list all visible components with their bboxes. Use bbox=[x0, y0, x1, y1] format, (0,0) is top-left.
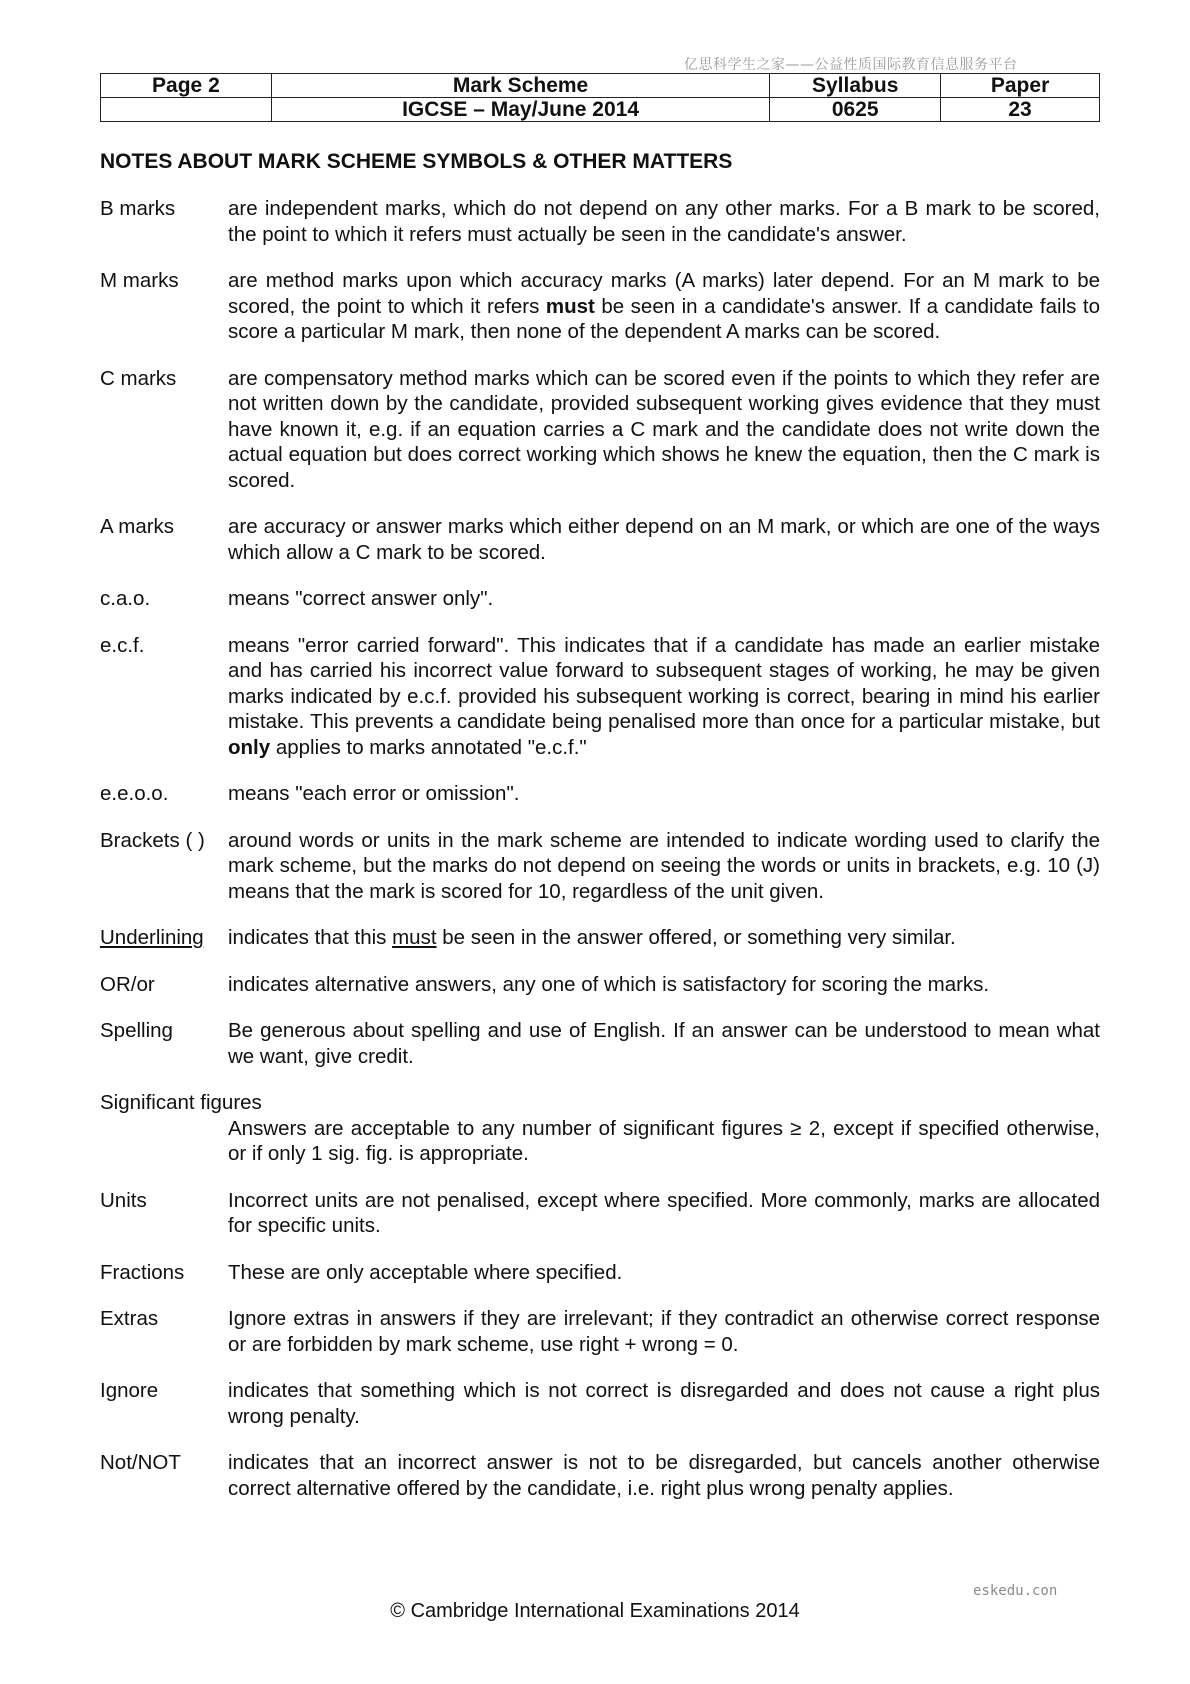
note-definition: around words or units in the mark scheme are intended to indicate wording used to clarify the mark scheme, but the marks do not depend on seeing the words or units in brackets, e.g. 10 (J) means that the mark is scored for 10, regardless of the unit given. bbox=[228, 828, 1100, 903]
note-definition: Be generous about spelling and use of English. If an answer can be understood to mean what we want, give credit. bbox=[228, 1019, 1100, 1068]
def-emphasis: must bbox=[545, 294, 595, 318]
def-text: be seen in the answer offered, or something very similar. bbox=[436, 926, 956, 949]
header-row bbox=[101, 98, 1100, 122]
note-definition: are compensatory method marks which can be scored even if the points to which they refer are not written down by the candidate, provided subsequent working gives evidence that they must have known it, e.g. if an equation carries a C mark and the candidate does not write down the actual equation but does correct working which shows he knew the equation, then the C mark is scored. bbox=[228, 366, 1100, 492]
watermark-bottom: eskedu.con bbox=[973, 1583, 1058, 1599]
note-term: A marks bbox=[100, 515, 175, 538]
note-brackets bbox=[100, 828, 1100, 905]
note-definition: Answers are acceptable to any number of significant figures ≥ 2, except if specified otherwise, or if only 1 sig. fig. is appropriate. bbox=[228, 1116, 1100, 1165]
note-m-marks bbox=[100, 268, 1100, 345]
note-ecf bbox=[100, 633, 1100, 761]
note-significant-figures bbox=[100, 1090, 1100, 1167]
note-term: e.c.f. bbox=[100, 633, 145, 657]
note-definition: Incorrect units are not penalised, except where specified. More commonly, marks are allocated for specific units. bbox=[228, 1188, 1100, 1237]
note-term: Ignore bbox=[100, 1379, 159, 1402]
def-text: be seen in a candidate's answer. If a candidate fails to score a particular M mark, then none of the dependent A marks can be scored. bbox=[228, 294, 1100, 343]
note-term: Spelling bbox=[100, 1019, 173, 1042]
note-definition bbox=[228, 633, 1100, 761]
def-text: indicates that this bbox=[228, 926, 393, 949]
page-label: Page 2 bbox=[101, 74, 272, 98]
doc-type: Mark Scheme bbox=[271, 74, 769, 98]
note-term: B marks bbox=[100, 197, 176, 220]
note-a-marks bbox=[100, 514, 1100, 565]
paper-number: 23 bbox=[941, 98, 1100, 122]
note-term: Significant figures bbox=[100, 1091, 262, 1114]
note-term: Fractions bbox=[100, 1260, 185, 1284]
def-underlined: must bbox=[392, 926, 437, 949]
header-row bbox=[101, 74, 1100, 98]
note-definition: indicates that something which is not correct is disregarded and does not cause a right plus wrong penalty. bbox=[228, 1379, 1100, 1428]
note-c-marks bbox=[100, 366, 1100, 494]
note-term: Units bbox=[100, 1188, 147, 1212]
note-cao bbox=[100, 586, 1100, 612]
note-term: M marks bbox=[100, 269, 179, 292]
note-term: Not/NOT bbox=[100, 1451, 181, 1474]
note-term: Brackets ( ) bbox=[100, 828, 205, 852]
note-or bbox=[100, 972, 1100, 998]
syllabus-label: Syllabus bbox=[770, 74, 941, 98]
note-spelling bbox=[100, 1018, 1100, 1069]
note-underlining bbox=[100, 925, 1100, 951]
header-table bbox=[100, 73, 1100, 122]
note-definition: means "correct answer only". bbox=[228, 587, 494, 610]
note-definition: indicates that an incorrect answer is not to be disregarded, but cancels another otherwise correct alternative offered by the candidate, i.e. right plus wrong penalty applies. bbox=[228, 1451, 1100, 1500]
notes-list bbox=[100, 196, 1100, 1522]
footer-copyright: © Cambridge International Examinations 2014 bbox=[390, 1600, 800, 1622]
note-ignore bbox=[100, 1378, 1100, 1429]
syllabus-code: 0625 bbox=[770, 98, 941, 122]
note-definition: indicates alternative answers, any one of which is satisfactory for scoring the marks. bbox=[228, 972, 990, 996]
note-definition: are accuracy or answer marks which either depend on an M mark, or which are one of the ways which allow a C mark to be scored. bbox=[228, 515, 1100, 564]
note-eeoo bbox=[100, 781, 1100, 807]
watermark-top: 亿思科学生之家——公益性质国际教育信息服务平台 bbox=[684, 57, 1018, 73]
def-text: applies to marks annotated "e.c.f." bbox=[270, 735, 587, 759]
def-text: are method marks upon which accuracy marks (A marks) later depend. For an M mark to be scored, the point to which it refers bbox=[228, 269, 1100, 318]
note-term: Underlining bbox=[100, 926, 204, 949]
note-definition bbox=[228, 268, 1100, 345]
note-term: e.e.o.o. bbox=[100, 782, 169, 805]
def-emphasis: only bbox=[228, 735, 271, 759]
note-definition bbox=[228, 925, 1100, 951]
note-term: c.a.o. bbox=[100, 587, 151, 610]
note-definition: These are only acceptable where specified. bbox=[228, 1260, 623, 1284]
note-term: OR/or bbox=[100, 972, 155, 996]
note-extras bbox=[100, 1306, 1100, 1357]
empty-cell bbox=[101, 98, 272, 122]
note-term: Extras bbox=[100, 1307, 159, 1330]
def-text: means "error carried forward". This indicates that if a candidate has made an earlier mistake and has carried his incorrect value forward to subsequent stages of working, he may be given marks indicated by e.c.f. provided his subsequent working is correct, bearing in mind his earlier mistake. This prevents a candidate being penalised more than once for a particular mistake, but bbox=[228, 633, 1100, 733]
note-fractions bbox=[100, 1260, 1100, 1286]
note-definition: Ignore extras in answers if they are irrelevant; if they contradict an otherwise correct response or are forbidden by mark scheme, use right + wrong = 0. bbox=[228, 1307, 1100, 1356]
paper-label: Paper bbox=[941, 74, 1100, 98]
note-b-marks bbox=[100, 196, 1100, 247]
exam-session: IGCSE – May/June 2014 bbox=[271, 98, 769, 122]
section-title: NOTES ABOUT MARK SCHEME SYMBOLS & OTHER MATTERS bbox=[100, 150, 733, 173]
note-term: C marks bbox=[100, 366, 177, 390]
note-units bbox=[100, 1188, 1100, 1239]
note-definition: are independent marks, which do not depend on any other marks. For a B mark to be scored, the point to which it refers must actually be seen in the candidate's answer. bbox=[228, 197, 1100, 246]
note-not bbox=[100, 1450, 1100, 1501]
note-definition: means "each error or omission". bbox=[228, 782, 520, 805]
